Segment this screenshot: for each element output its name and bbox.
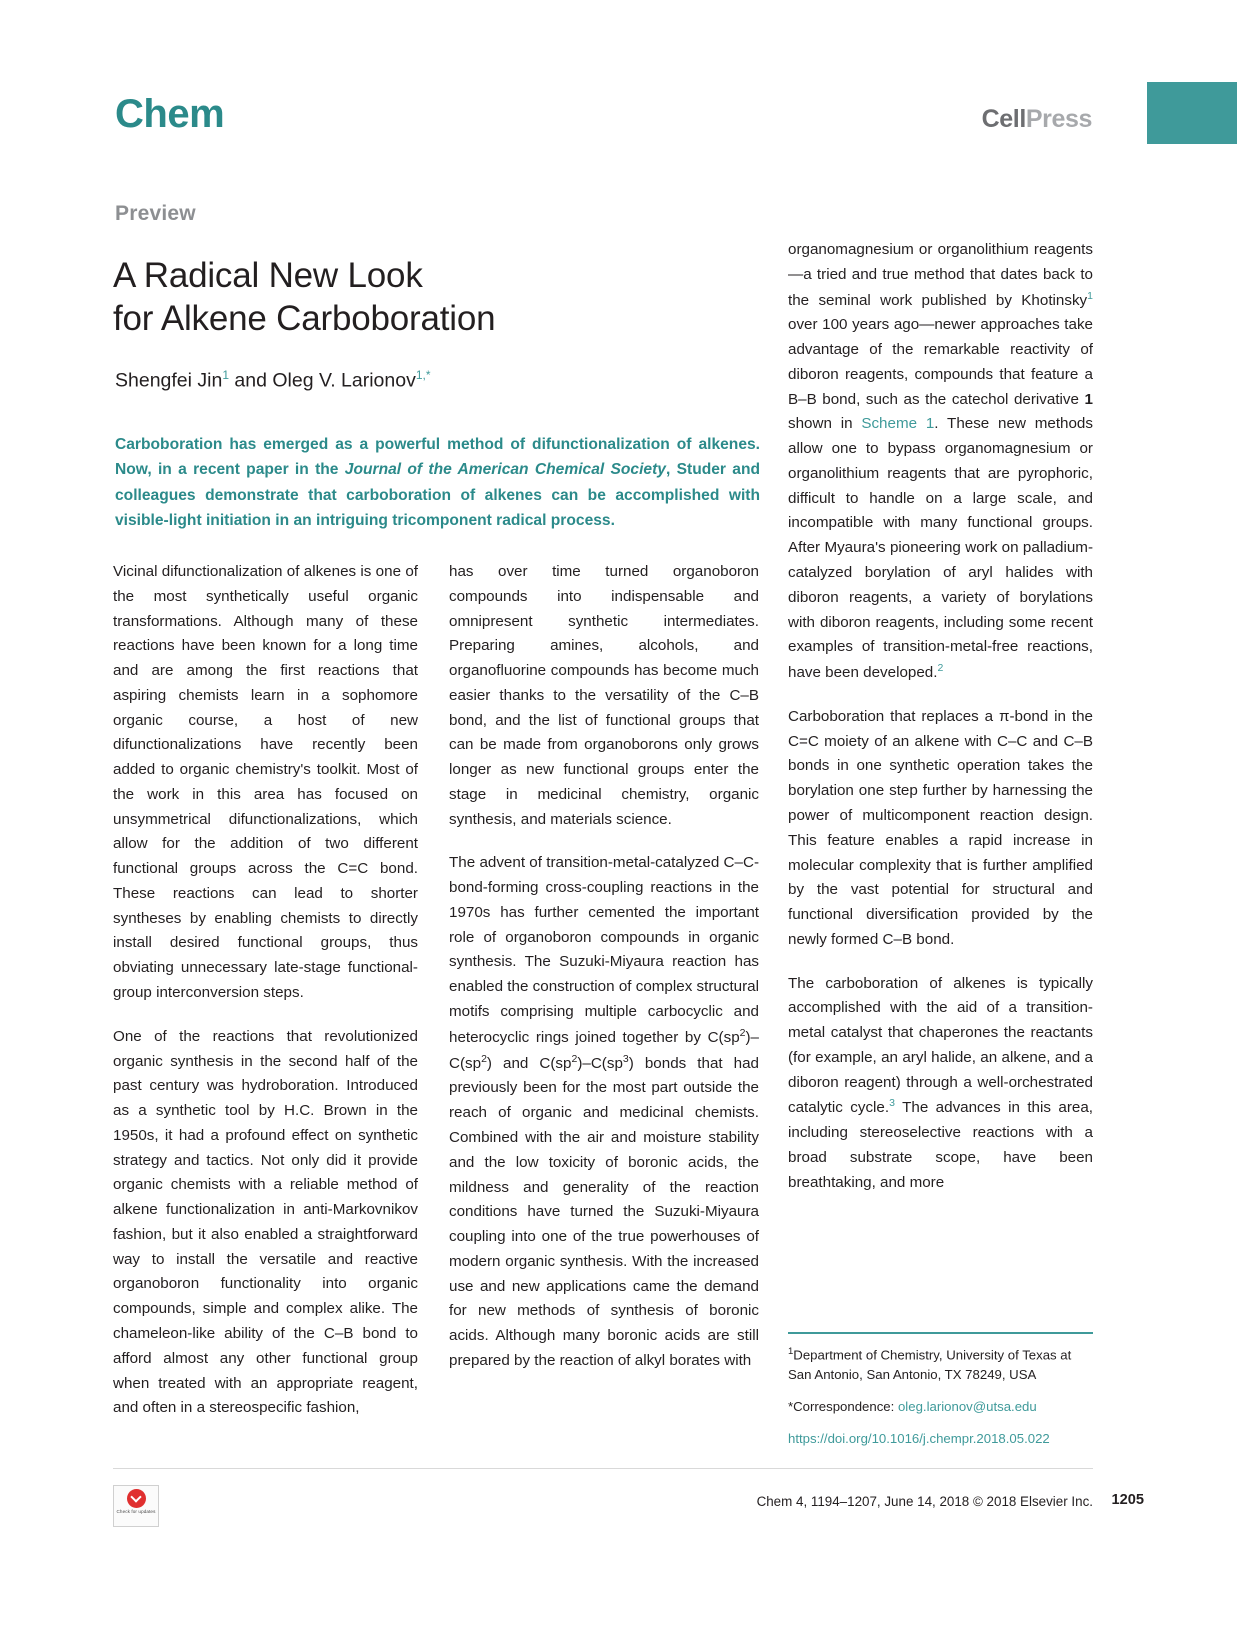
page-title: [113, 255, 773, 340]
author-affiliation-marker-1: 1: [222, 368, 230, 382]
scheme-link[interactable]: Scheme 1: [861, 415, 935, 433]
check-icon: [127, 1489, 146, 1508]
paragraph: [788, 238, 1093, 686]
affiliation-marker: 1: [788, 1346, 794, 1357]
body-column-2: [449, 560, 759, 1393]
paragraph-text: . These new methods allow one to bypass organomagnesium or organolithium reagents that are pyrophoric, difficult to handle on a large scale, and incompatible with many functional groups. After Myaura's pioneering work on palladium-catalyzed borylation of aryl halides with diboron reagents, a variety of borylations with diboron reagents, including some recent examples of transition-metal-free reactions, have been developed.: [788, 415, 1093, 682]
cell-press-logo-press: Press: [1025, 105, 1092, 133]
crossmark-label: Check for updates: [116, 1509, 156, 1514]
abstract-journal-name: Journal of the American Chemical Society: [344, 461, 666, 479]
journal-logo: Chem: [115, 92, 225, 136]
footer-divider: [113, 1468, 1093, 1469]
footnote-divider: [788, 1332, 1093, 1334]
citation-link-1[interactable]: 1: [1087, 289, 1093, 302]
compound-label: 1: [1084, 390, 1093, 408]
paragraph-text: organomagnesium or organolithium reagents—a tried and true method that dates back to the seminal work published by Khotinsky: [788, 241, 1093, 309]
journal-citation: Chem 4, 1194–1207, June 14, 2018 © 2018 Elsevier Inc.: [756, 1494, 1093, 1509]
affiliation-text: Department of Chemistry, University of Texas at San Antonio, San Antonio, TX 78249, USA: [788, 1347, 1072, 1383]
paragraph: [788, 972, 1093, 1196]
paragraph: Carboboration that replaces a π-bond in the C=C moiety of an alkene with C–C and C–B bonds in one synthetic operation takes the borylation one step further by harnessing the power of multicomponent reaction design. This feature enables a rapid increase in molecular complexity that is further amplified by the vast potential for structural and functional diversification provided by the newly formed C–B bond.: [788, 707, 1093, 948]
correspondence-footnote: [788, 1397, 1098, 1417]
paragraph: One of the reactions that revolutionized organic synthesis in the second half of the past century was hydroboration. Introduced as a synthetic tool by H.C. Brown in the 1950s, it had a profound effect on synthetic strategy and tactics. Not only did it provide organic chemists with a reliable method of alkene functionalization in anti-Markovnikov fashion, but it also enabled a straightforward way to install the versatile and reactive organoboron functionality into organic compounds, simple and complex alike. The chameleon-like ability of the C–B bond to afford almost any other functional group when treated with an appropriate reagent, and often in a stereospecific fashion,: [113, 1027, 418, 1417]
cell-press-logo-cell: Cell: [981, 105, 1026, 133]
cell-press-logo: [982, 105, 1092, 134]
abstract-text-part-2: , Studer and colleagues demonstrate that carboboration of alkenes can be accomplished with visible-light initiation in an intriguing tricomponent radical process.: [115, 461, 761, 529]
paragraph: The advent of transition-metal-catalyzed C–C-bond-forming cross-coupling reactions in the 1970s has further cemented the important role of organoboron compounds in organic synthesis. The Suzuki-Miyaura reaction has enabled the construction of complex structural motifs comprising multiple carbocyclic and heterocyclic rings joined together by $C(sp^2)-C(sp^2)$ and $C(sp^2)-C(sp^3)$ bonds that had previously been for the most part outside the reach of organic and medicinal chemists. Combined with the air and moisture stability and the low toxicity of boronic acids, the mildness and generality of the reaction conditions have turned the Suzuki-Miyaura coupling into one of the true powerhouses of modern organic synthesis. With the increased use and new applications came the demand for new methods of synthesis of boronic acids. Although many boronic acids are still prepared by the reaction of alkyl borates with: [449, 854, 759, 1369]
body-column-3: [788, 238, 1093, 1215]
page-number: 1205: [1111, 1492, 1144, 1508]
article-abstract: [115, 432, 760, 533]
paragraph: Vicinal difunctionalization of alkenes is one of the most synthetically useful organic transformations. Although many of these reactions have been known for a long time and are among the first reactions that aspiring chemists learn in a sophomore organic course, a host of new difunctionalizations have recently been added to organic chemistry's toolkit. Most of the work in this area has focused on unsymmetrical difunctionalizations, which allow for the addition of two different functional groups across the C=C bond. These reactions can lead to shorter syntheses by enabling chemists to directly install desired functional groups, thus obviating unnecessary late-stage functional-group interconversion steps.: [113, 563, 418, 1002]
footnote-block: [788, 1345, 1098, 1461]
affiliation-footnote: [788, 1345, 1098, 1385]
title-line-1: A Radical New Look: [113, 256, 423, 296]
correspondence-label: *Correspondence:: [788, 1398, 898, 1414]
paragraph-text: over 100 years ago—newer approaches take advantage of the remarkable reactivity of diboron reagents, compounds that feature a B–B bond, such as the catechol derivative: [788, 316, 1093, 408]
correspondence-email-link[interactable]: oleg.larionov@utsa.edu: [897, 1398, 1037, 1414]
abstract-text-part-1: Carboboration has emerged as a powerful method of difunctionalization of alkenes. Now, in a recent paper in the: [115, 436, 760, 479]
author-affiliation-marker-2: 1,*: [415, 368, 431, 382]
paragraph: has over time turned organoboron compounds into indispensable and omnipresent synthetic intermediates. Preparing amines, alcohols, and organofluorine compounds has become much easier thanks to the versatility of the C–B bond, and the list of functional groups that can be made from organoborons only grows longer as new functional groups enter the stage in medicinal chemistry, organic synthesis, and materials science.: [449, 563, 759, 828]
author-list: [115, 368, 775, 393]
crossmark-badge[interactable]: [113, 1485, 159, 1527]
doi-link[interactable]: https://doi.org/10.1016/j.chempr.2018.05.022: [788, 1430, 1050, 1446]
title-line-2: for Alkene Carboboration: [113, 299, 496, 339]
citation-link-2[interactable]: 2: [937, 662, 944, 675]
author-name-1: Shengfei Jin: [115, 369, 223, 392]
body-column-1: [113, 560, 418, 1440]
paragraph-text: The carboboration of alkenes is typically accomplished with the aid of a transition-metal catalyst that chaperones the reactants (for example, an aryl halide, an alkene, and a diboron reagent) through a well-orchestrated catalytic cycle.: [788, 974, 1093, 1117]
author-conjunction: and Oleg V. Larionov: [229, 369, 416, 392]
citation-link-3[interactable]: 3: [889, 1097, 895, 1110]
page-masthead: [0, 0, 1257, 160]
paragraph-text: The advances in this area, including stereoselective reactions with a broad substrate scope, have been breathtaking, and more: [788, 1099, 1093, 1191]
paragraph-text: shown in: [788, 415, 862, 433]
header-accent-block: [1147, 82, 1237, 144]
article-type-kicker: Preview: [115, 202, 196, 225]
doi-line: [788, 1429, 1098, 1449]
